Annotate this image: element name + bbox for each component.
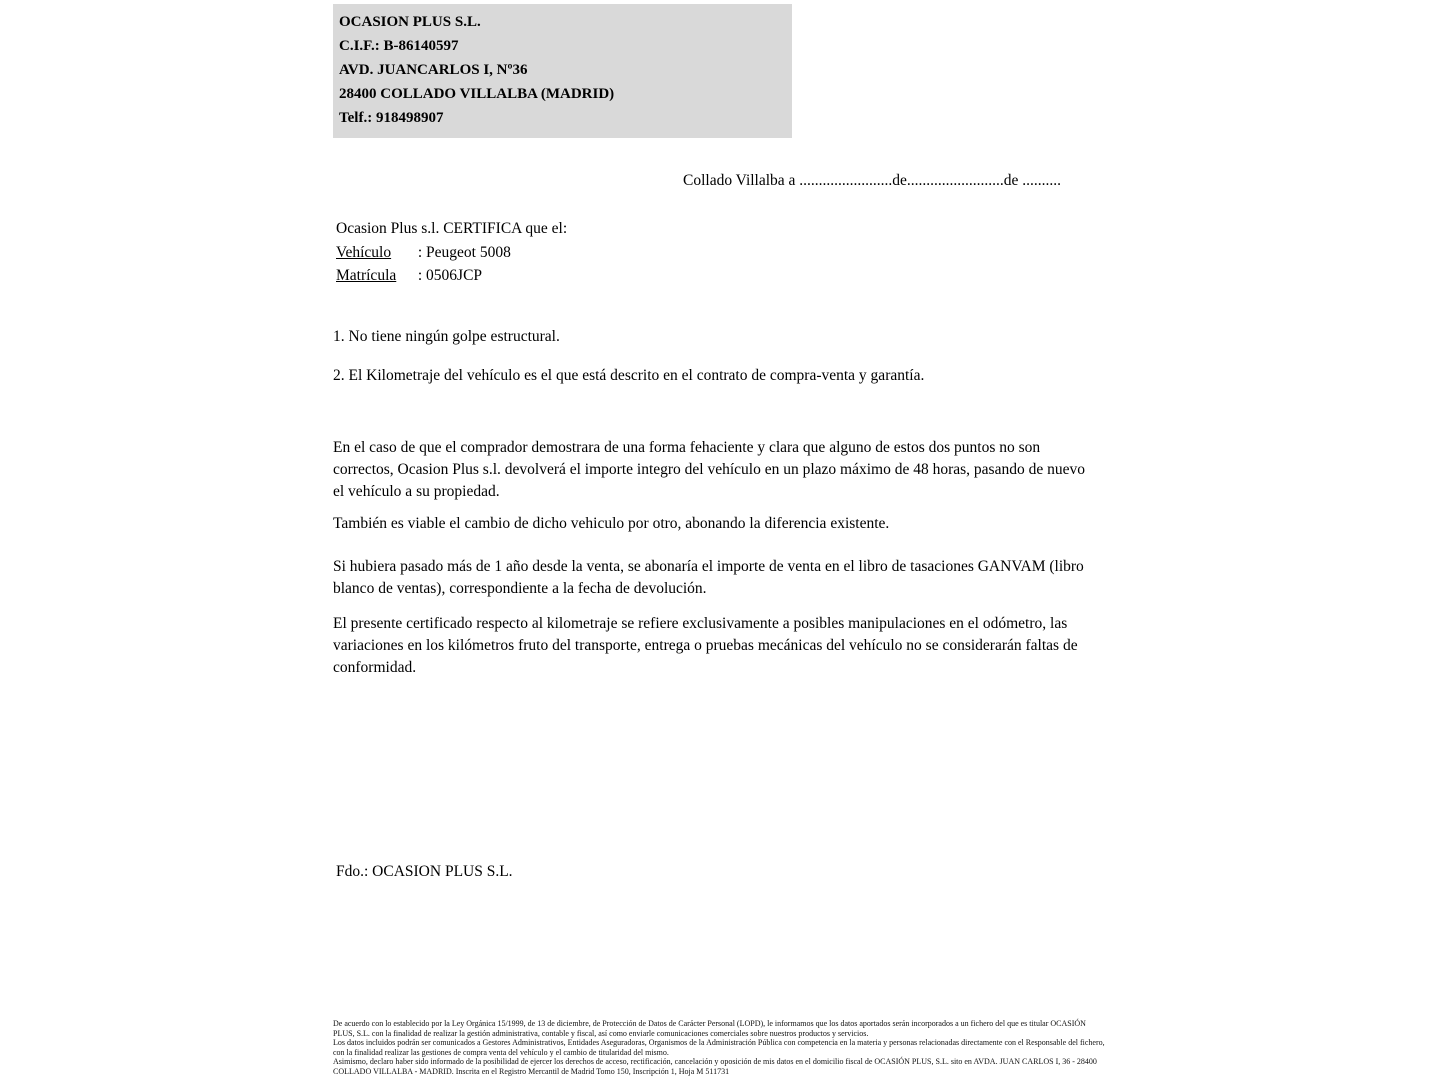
plate-label: Matrícula — [336, 267, 397, 284]
plate-row — [336, 264, 1036, 287]
certify-point-1: 1. No tiene ningún golpe estructural. — [333, 328, 560, 345]
plate-value: : 0506JCP — [417, 267, 483, 284]
paragraph-ganvam: Si hubiera pasado más de 1 año desde la venta, se abonaría el importe de venta en el libro de tasaciones GANVAM (libro blanco de ventas), correspondiente a la fecha de devolución. — [333, 558, 1084, 597]
legal-paragraph-1: De acuerdo con lo establecido por la Ley Orgánica 15/1999, de 13 de diciembre, de Protección de Datos de Carácter Personal (LOPD), le informamos que los datos aportados serán incorporados a un fichero del que es titular OCASIÓN PLUS, S.L. con la finalidad de realizar la gestión administrativa, contable y fiscal, así como enviarle comunicaciones comerciales sobre nuestros productos y servicios. — [333, 1019, 1086, 1038]
signature-line: Fdo.: OCASION PLUS S.L. — [336, 863, 513, 880]
company-name: OCASION PLUS S.L. — [339, 14, 481, 30]
company-city: 28400 COLLADO VILLALBA (MADRID) — [339, 86, 615, 102]
date-line: Collado Villalba a ........................de.........................de .......... — [683, 172, 1062, 189]
certify-block — [336, 217, 1036, 287]
vehicle-value: : Peugeot 5008 — [417, 244, 511, 261]
vehicle-label: Vehículo — [336, 244, 392, 261]
company-address: AVD. JUANCARLOS I, Nº36 — [339, 62, 528, 78]
legal-paragraph-2: Los datos incluidos podrán ser comunicados a Gestores Administrativos, Entidades Aseguradoras, Organismos de la Administración Pública con competencia en la materia y personas relacionadas directamente con el Responsable del fichero, con la finalidad realizar las gestiones de compra venta del vehículo y el cambio de titularidad del mismo. — [333, 1038, 1105, 1057]
paragraph-exchange: También es viable el cambio de dicho vehiculo por otro, abonando la diferencia existente. — [333, 515, 890, 532]
vehicle-row — [336, 241, 1036, 264]
company-header — [333, 4, 792, 138]
certify-point-2: 2. El Kilometraje del vehículo es el que está descrito en el contrato de compra-venta y garantía. — [333, 367, 925, 384]
paragraph-odometer: El presente certificado respecto al kilometraje se refiere exclusivamente a posibles manipulaciones en el odómetro, las variaciones en los kilómetros fruto del transporte, entrega o pruebas mecánicas del vehículo no se considerarán faltas de conformidad. — [333, 615, 1078, 676]
legal-paragraph-3: Asimismo, declaro haber sido informado de la posibilidad de ejercer los derechos de acceso, rectificación, cancelación y oposición de mis datos en el domicilio fiscal de OCASIÓN PLUS, S.L. sito en AVDA. JUAN CARLOS I, 36 - 28400 COLLADO VILLALBA - MADRID. Inscrita en el Registro Mercantil de Madrid Tomo 150, Inscripción 1, Hoja M 511731 — [333, 1057, 1097, 1076]
paragraph-refund: En el caso de que el comprador demostrara de una forma fehaciente y clara que alguno de estos dos puntos no son correctos, Ocasion Plus s.l. devolverá el importe integro del vehículo en un plazo máximo de 48 horas, pasando de nuevo el vehículo a su propiedad. — [333, 439, 1085, 500]
company-phone: Telf.: 918498907 — [339, 110, 444, 126]
certify-intro: Ocasion Plus s.l. CERTIFICA que el: — [336, 220, 568, 237]
company-cif: C.I.F.: B-86140597 — [339, 38, 459, 54]
legal-footer — [333, 1019, 1108, 1077]
